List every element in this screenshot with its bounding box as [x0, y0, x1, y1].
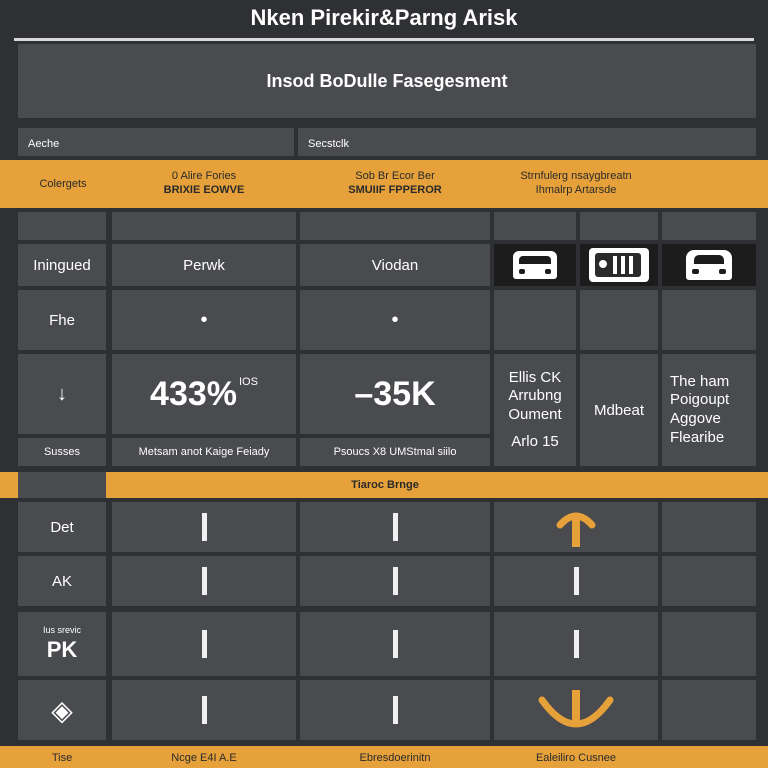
- info-block-1-line1: Ellis CK: [508, 368, 562, 386]
- spacer-cell: [18, 212, 106, 240]
- level-bar: [202, 696, 207, 724]
- page-subtitle: Insod BoDulle Fasegesment: [18, 44, 756, 118]
- up-arrow-cell: [494, 502, 658, 552]
- bar-cell: [300, 502, 490, 552]
- info-block-3-line2: Poigoupt: [670, 391, 730, 409]
- spacer-cell: [494, 212, 576, 240]
- column-header-categories: Colergets: [39, 178, 87, 190]
- column-header-1-line1: 0 Alire Fories: [171, 170, 237, 183]
- bar-cell: [300, 680, 490, 740]
- metric-percent: 433%: [150, 374, 237, 413]
- row-note: Psoucs X8 UMStmal siilo: [300, 438, 490, 466]
- info-block-3-line1: The ham: [670, 372, 730, 390]
- parking-meter-icon: [589, 248, 649, 282]
- section-label-left: Aeche: [18, 128, 294, 156]
- level-bar: [202, 513, 207, 541]
- bar-cell: [300, 556, 490, 606]
- row-label-pk-small: Ius srevic: [42, 624, 81, 635]
- info-block-3-line3: Aggove: [670, 410, 721, 427]
- diamond-icon: ◈: [18, 680, 106, 740]
- spacer-cell: [300, 212, 490, 240]
- column-header-1: [112, 160, 296, 208]
- spacer-cell: [662, 212, 756, 240]
- parking-meter-icon-cell: [580, 244, 658, 286]
- footer-cell-1: Ncge E4I A.E: [171, 752, 237, 764]
- empty-cell: [662, 290, 756, 350]
- empty-cell: [662, 680, 756, 740]
- down-arrow-icon: ↓: [18, 354, 106, 434]
- level-bar: [574, 630, 579, 658]
- column-header-3-line1: Strnfulerg nsaygbreatn: [520, 170, 632, 183]
- info-block-3: [662, 354, 756, 466]
- row-note: Metsam anot Kaige Feiady: [112, 438, 296, 466]
- section-band-left: [18, 472, 106, 498]
- level-bar: [393, 696, 398, 724]
- section-band-title: Tiaroc Brnge: [351, 479, 419, 491]
- row-value: •: [300, 290, 490, 350]
- spacer-cell: [580, 212, 658, 240]
- up-arrow-icon: [556, 505, 596, 549]
- footer-cell-2: Ebresdoerinitn: [359, 752, 431, 764]
- row-value: Perwk: [112, 244, 296, 286]
- level-bar: [202, 630, 207, 658]
- column-header-1-line2: BRIXIE EOWVE: [163, 184, 245, 196]
- metric-percent-sup: IOS: [239, 376, 258, 388]
- row-label: Susses: [18, 438, 106, 466]
- empty-cell: [580, 290, 658, 350]
- anchor-icon: [536, 688, 616, 732]
- info-block-2: Mdbeat: [580, 354, 658, 466]
- info-block-1: [494, 354, 576, 466]
- info-block-1-line3: Oument: [508, 406, 562, 423]
- bar-cell: [494, 612, 658, 676]
- column-header-3: [494, 160, 658, 208]
- level-bar: [574, 567, 579, 595]
- car-icon: [513, 251, 557, 279]
- footer-cell-0: Tise: [51, 752, 73, 764]
- spacer-cell: [112, 212, 296, 240]
- bar-cell: [112, 556, 296, 606]
- page-title: Nken Pirekir&Parng Arisk: [250, 5, 518, 30]
- bar-cell: [300, 612, 490, 676]
- info-block-1-line2: Arrubng: [508, 387, 562, 405]
- bar-cell: [112, 680, 296, 740]
- info-block-1-line4: Arlo 15: [511, 432, 559, 450]
- car-icon-cell: [494, 244, 576, 286]
- row-value: •: [112, 290, 296, 350]
- header-divider: [14, 38, 754, 41]
- row-value: Viodan: [300, 244, 490, 286]
- car-icon: [686, 250, 732, 280]
- info-block-3-line4: Flearibe: [670, 428, 725, 446]
- bar-cell: [494, 556, 658, 606]
- empty-cell: [494, 290, 576, 350]
- column-header-2-line1: Sob Br Ecor Ber: [355, 170, 435, 183]
- level-bar: [202, 567, 207, 595]
- bar-cell: [112, 502, 296, 552]
- level-bar: [393, 513, 398, 541]
- empty-cell: [662, 612, 756, 676]
- row-label-pk-main: PK: [46, 636, 78, 662]
- empty-cell: [662, 556, 756, 606]
- row-label: Fhe: [18, 290, 106, 350]
- anchor-cell: [494, 680, 658, 740]
- row-label: AK: [18, 556, 106, 606]
- column-header-3-line2: Ihmalrp Artarsde: [535, 184, 617, 196]
- level-bar: [393, 567, 398, 595]
- empty-cell: [662, 502, 756, 552]
- bar-cell: [112, 612, 296, 676]
- metric-percent-cell: [112, 354, 296, 434]
- column-header-2: [300, 160, 490, 208]
- level-bar: [393, 630, 398, 658]
- metric-value: –35K: [300, 354, 490, 434]
- row-label-pk: [18, 612, 106, 676]
- section-label-middle: Secstclk: [298, 128, 756, 156]
- column-header-2-line2: SMUIIF FPPEROR: [348, 184, 442, 196]
- row-label: Iningued: [18, 244, 106, 286]
- car-icon-cell-2: [662, 244, 756, 286]
- row-label: Det: [18, 502, 106, 552]
- footer-cell-3: Ealeiliro Cusnee: [535, 752, 617, 764]
